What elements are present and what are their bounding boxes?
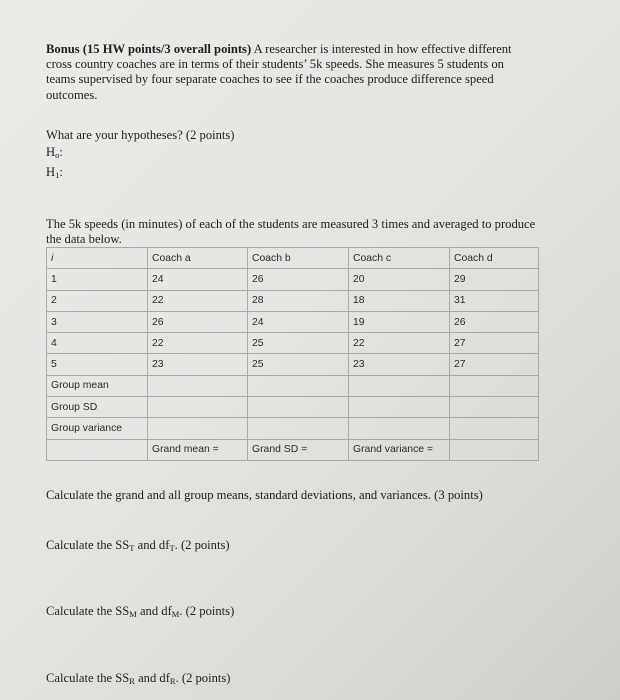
coach-speed-table: [46, 247, 539, 461]
hypotheses-section: [46, 127, 235, 184]
header-index: i: [47, 248, 148, 269]
table-row: 3 26 24 19 26: [47, 311, 539, 332]
table-row: 4 22 25 22 27: [47, 333, 539, 354]
problem-intro: [46, 42, 526, 103]
header-coach-a: Coach a: [148, 248, 248, 269]
header-coach-b: Coach b: [248, 248, 349, 269]
alt-hypothesis-line: $H_1$:: [46, 165, 63, 180]
question-ss-total: Calculate the $SS_T$ and $df_T$. (2 points): [46, 538, 230, 553]
group-sd-row: Group SD: [47, 397, 539, 418]
intro-body: A researcher is interested in how effective different cross country coaches are in terms of their students’ 5k speeds. She measures 5 students on teams supervised by four separate coaches to see if the coaches produce difference speed outcomes.: [46, 42, 512, 102]
data-description: The 5k speeds (in minutes) of each of the students are measured 3 times and averaged to produce the data below.: [46, 217, 536, 246]
question-ss-residual: Calculate the $SS_R$ and $df_R$. (2 points): [46, 671, 231, 686]
grand-mean-cell[interactable]: Grand mean =: [148, 439, 248, 460]
null-hypothesis-line: $H_o$:: [46, 145, 63, 160]
question-means: Calculate the grand and all group means, standard deviations, and variances. (3 points): [46, 488, 483, 502]
group-mean-row: Group mean: [47, 375, 539, 396]
grand-stats-row: [47, 439, 539, 460]
header-coach-d: Coach d: [450, 248, 539, 269]
header-coach-c: Coach c: [349, 248, 450, 269]
group-variance-row: Group variance: [47, 418, 539, 439]
question-ss-model: Calculate the $SS_M$ and $df_M$. (2 points): [46, 604, 235, 619]
table-row: 1 24 26 20 29: [47, 269, 539, 290]
grand-sd-cell[interactable]: Grand SD =: [248, 439, 349, 460]
bonus-heading: Bonus (15 HW points/3 overall points): [46, 42, 252, 56]
table-row: 2 22 28 18 31: [47, 290, 539, 311]
table-row: 5 23 25 23 27: [47, 354, 539, 375]
table-header-row: [47, 248, 539, 269]
hypotheses-question: What are your hypotheses? (2 points): [46, 128, 235, 142]
grand-variance-cell[interactable]: Grand variance =: [349, 439, 450, 460]
